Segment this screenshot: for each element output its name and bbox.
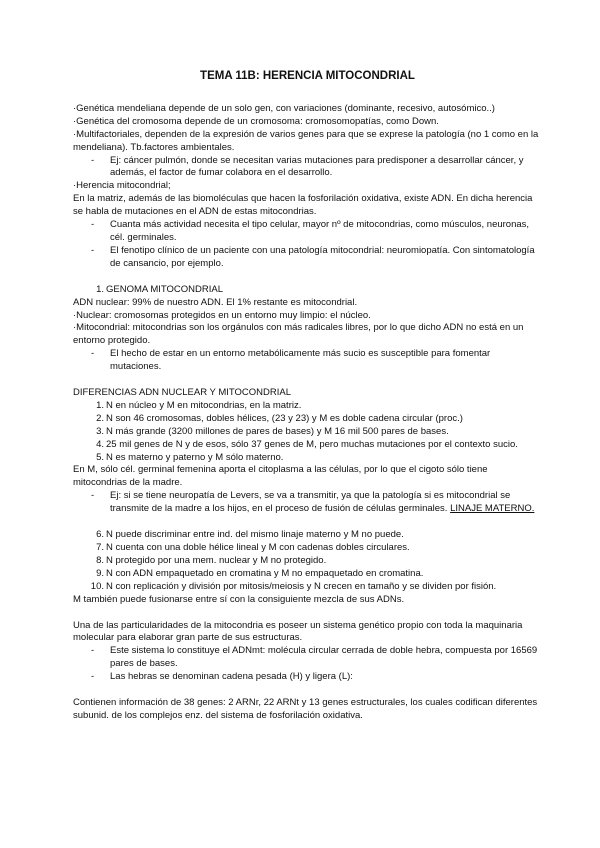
list-item (73, 413, 542, 426)
list-item (73, 490, 542, 516)
list-item (73, 581, 542, 594)
section-2-note: En M, sólo cél. germinal femenina aporta el citoplasma a las células, por lo que el cigoto sólo tiene mitocondrias de la madre. (73, 464, 488, 489)
intro-line-mitochondrial: ·Herencia mitocondrial; (73, 180, 171, 192)
list-item (73, 439, 542, 452)
list-item (73, 555, 542, 568)
list-number: 3. (96, 425, 104, 437)
list-item-text: N más grande (3200 millones de pares de bases) y M 16 mil 500 pares de bases. (106, 425, 449, 437)
list-item-text: N protegido por una mem. nuclear y M no protegido. (106, 554, 327, 566)
underlined-text: LINAJE MATERNO. (450, 503, 535, 515)
list-number: 9. (96, 567, 104, 579)
section-1-heading-list (73, 284, 542, 297)
list-item-text: N puede discriminar entre ind. del mismo linaje materno y M no puede. (106, 529, 404, 541)
list-item: - El fenotipo clínico de un paciente con una patología mitocondrial: neuromiopatía. Con sintomatología de cansancio, por ejemplo. (73, 245, 542, 271)
list-number: 2. (96, 412, 104, 424)
intro-line-multifactorial: ·Multifactoriales, dependen de la expresión de varios genes para que se exprese la patología (no 1 como en la mendeliana). Tb.factores ambientales. (73, 128, 539, 153)
list-number: 1. (96, 399, 104, 411)
list-item-text: Ej: si se tiene neuropatía de Levers, se va a transmitir, ya que la patología si es mitocondrial se transmite de la madre a los hijos, en el proceso de fusión de células germinales. (110, 490, 511, 515)
list-number: 7. (96, 542, 104, 553)
list-item-text: N cuenta con una doble hélice lineal y M con cadenas dobles circulares. (106, 542, 410, 553)
section-1-bullets (73, 348, 542, 374)
differences-list-b (73, 529, 542, 594)
list-item (73, 568, 542, 581)
list-item (73, 400, 542, 413)
section-1-line-nuclear: ·Nuclear: cromosomas protegidos en un entorno muy limpio: el núcleo. (73, 309, 371, 321)
differences-list-a (73, 400, 542, 465)
section-1-line-mitochondrial: ·Mitocondrial: mitocondrias son los orgánulos con más radicales libres, por lo que dicho ADN no está en un entorno protegido. (73, 322, 524, 347)
list-item-text: N en núcleo y M en mitocondrias, en la matriz. (106, 399, 302, 411)
section-2-heading: DIFERENCIAS ADN NUCLEAR Y MITOCONDRIAL (73, 387, 292, 399)
list-number: 4. (96, 438, 104, 450)
list-item: - Las hebras se denominan cadena pesada (H) y ligera (L): (73, 671, 542, 684)
list-item-text: N son 46 cromosomas, dobles hélices, (23 y 23) y M es doble cadena circular (proc.) (106, 412, 463, 424)
list-item (73, 542, 542, 555)
section-3-bullets (73, 645, 542, 684)
section-3-paragraph-genes: Contienen información de 38 genes: 2 ARNr, 22 ARNt y 13 genes estructurales, los cuales codifican diferentes subunid. de los complejos enz. del sistema de fosforilación oxidativa. (73, 697, 538, 721)
list-item: - Ej: cáncer pulmón, donde se necesitan varias mutaciones para predisponer a desarrollar cáncer, y además, el factor de fumar colabora en el desarrollo. (73, 155, 542, 181)
list-number: 10. (90, 580, 104, 592)
list-item-text: N con replicación y división por mitosis/meiosis y N crecen en tamaño y se dividen por fisión. (106, 580, 497, 592)
list-item: - El hecho de estar en un entorno metabólicamente más sucio es susceptible para fomentar mutaciones. (73, 348, 542, 374)
list-item (73, 529, 542, 542)
multifactorial-bullets (73, 155, 542, 181)
list-item (73, 452, 542, 465)
section-3-paragraph: Una de las particularidades de la mitocondria es poseer un sistema genético propio con toda la maquinaria molecular para elaborar gran parte de sus estructuras. (73, 619, 523, 644)
list-item: - Cuanta más actividad necesita el tipo celular, mayor nº de mitocondrias, como músculos, neuronas, cél. germinales. (73, 219, 542, 245)
intro-line-mendelian: ·Genética mendeliana depende de un solo gen, con variaciones (dominante, recesivo, autosómico..) (73, 102, 495, 114)
section-2-closing: M también puede fusionarse entre sí con la consiguiente mezcla de sus ADNs. (73, 593, 405, 605)
list-item: - Este sistema lo constituye el ADNmt: molécula circular cerrada de doble hebra, compuesta por 16569 pares de bases. (73, 645, 542, 671)
section-heading (73, 284, 542, 297)
page-title: TEMA 11B: HERENCIA MITOCONDRIAL (200, 70, 415, 82)
list-item (73, 426, 542, 439)
list-item-text: N con ADN empaquetado en cromatina y M no empaquetado en cromatina. (106, 567, 424, 579)
intro-paragraph-matrix: En la matriz, además de las biomoléculas que hacen la fosforilación oxidativa, existe ADN. En dicha herencia se habla de mutaciones en el ADN de estas mitocondrias. (73, 193, 533, 218)
list-item-text: 25 mil genes de N y de esos, sólo 37 genes de M, pero muchas mutaciones por el contexto sucio. (106, 438, 518, 450)
list-number: 5. (96, 451, 104, 463)
list-number: 6. (96, 529, 104, 541)
section-2-note-bullets (73, 490, 542, 516)
list-number: 8. (96, 554, 104, 566)
mitochondrial-bullets (73, 219, 542, 271)
section-1-line-nuclear-dna: ADN nuclear: 99% de nuestro ADN. El 1% restante es mitocondrial. (73, 296, 358, 308)
list-item-text: N es materno y paterno y M sólo materno. (106, 451, 284, 463)
list-number: 1. (96, 283, 104, 295)
section-heading-text: GENOMA MITOCONDRIAL (106, 283, 224, 295)
intro-line-chromosome: ·Genética del cromosoma depende de un cromosoma: cromosomopatías, como Down. (73, 115, 439, 127)
